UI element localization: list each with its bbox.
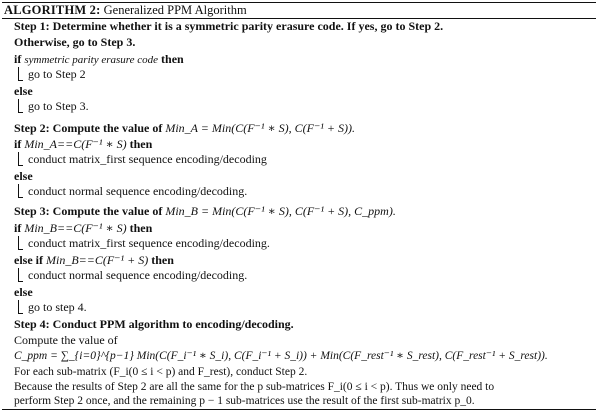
step3-formula: Min_B = Min(C(F⁻¹ ∗ S), C(F⁻¹ + S), C_ppm). bbox=[165, 204, 396, 218]
matrix-first-encoding: conduct matrix_first sequence encoding/decoding bbox=[28, 152, 267, 166]
if-keyword: if bbox=[14, 221, 22, 235]
if-keyword: if bbox=[14, 52, 22, 66]
block-bar bbox=[18, 300, 19, 313]
else-if-keyword: else if bbox=[14, 253, 43, 267]
algorithm-caption bbox=[4, 2, 247, 18]
if-condition: symmetric parity erasure code bbox=[24, 54, 159, 66]
block-bar-foot bbox=[18, 281, 23, 282]
because-line2: perform Step 2 once, and the remaining p − 1 sub-matrices use the result of the first sub-matrix p_0. bbox=[14, 395, 475, 407]
compute-label: Compute the value of bbox=[14, 333, 118, 347]
normal-encoding: conduct normal sequence encoding/decoding. bbox=[28, 268, 248, 282]
block-bar-foot bbox=[18, 197, 23, 198]
else-if-min-b bbox=[14, 254, 174, 267]
step4-heading: Step 4: Conduct PPM algorithm to encoding/decoding. bbox=[14, 317, 294, 331]
block-bar bbox=[18, 236, 19, 249]
block-bar-foot bbox=[18, 80, 23, 81]
else-keyword: else bbox=[14, 285, 33, 299]
block-bar-foot bbox=[18, 112, 23, 113]
matrix-first-encoding: conduct matrix_first sequence encoding/decoding. bbox=[28, 236, 270, 250]
if-min-b bbox=[14, 222, 152, 235]
algorithm-title: Generalized PPM Algorithm bbox=[103, 3, 247, 17]
normal-encoding: conduct normal sequence encoding/decoding. bbox=[28, 184, 248, 198]
step3-heading bbox=[14, 205, 396, 218]
step1-line1: Step 1: Determine whether it is a symmetric parity erasure code. If yes, go to Step 2. bbox=[14, 19, 444, 33]
if-condition: Min_B==C(F⁻¹ ∗ S) bbox=[24, 221, 127, 235]
goto-step4: go to step 4. bbox=[28, 300, 87, 314]
then-keyword: then bbox=[151, 253, 174, 267]
else-if-condition: Min_B==C(F⁻¹ + S) bbox=[46, 253, 149, 267]
if-condition: Min_A==C(F⁻¹ ∗ S) bbox=[24, 137, 127, 151]
block-bar-foot bbox=[18, 165, 23, 166]
step1-line2: Otherwise, go to Step 3. bbox=[14, 35, 136, 49]
block-bar bbox=[18, 152, 19, 165]
for-each-line: For each sub-matrix (F_i(0 ≤ i < p) and F_rest), conduct Step 2. bbox=[14, 366, 308, 378]
if-min-a bbox=[14, 138, 152, 151]
if-keyword: if bbox=[14, 137, 22, 151]
because-line1: Because the results of Step 2 are all the same for the p sub-matrices F_i(0 ≤ i < p). Thus we only need to bbox=[14, 381, 495, 393]
else-keyword: else bbox=[14, 169, 33, 183]
then-keyword: then bbox=[129, 137, 153, 151]
step2-heading bbox=[14, 122, 355, 135]
algorithm-label: ALGORITHM 2: bbox=[4, 3, 101, 17]
goto-step2: go to Step 2 bbox=[28, 67, 86, 81]
then-keyword: then bbox=[161, 52, 184, 66]
step2-formula: Min_A = Min(C(F⁻¹ ∗ S), C(F⁻¹ + S)). bbox=[165, 121, 355, 135]
step3-label: Step 3: Compute the value of bbox=[14, 204, 163, 218]
goto-step3: go to Step 3. bbox=[28, 99, 89, 113]
block-bar-foot bbox=[18, 249, 23, 250]
block-bar bbox=[18, 67, 19, 80]
step2-label: Step 2: Compute the value of bbox=[14, 121, 163, 135]
else-keyword: else bbox=[14, 84, 33, 98]
bottom-rule bbox=[2, 409, 596, 410]
cppm-formula: C_ppm = ∑_{i=0}^{p−1} Min(C(F_i⁻¹ ∗ S_i), C(F_i⁻¹ + S_i)) + Min(C(F_rest⁻¹ ∗ S_rest), C(F_rest⁻¹ + S_rest)). bbox=[14, 350, 548, 362]
block-bar bbox=[18, 99, 19, 112]
block-bar-foot bbox=[18, 313, 23, 314]
then-keyword: then bbox=[129, 221, 153, 235]
if-symmetric bbox=[14, 53, 184, 67]
block-bar bbox=[18, 268, 19, 281]
block-bar bbox=[18, 184, 19, 197]
